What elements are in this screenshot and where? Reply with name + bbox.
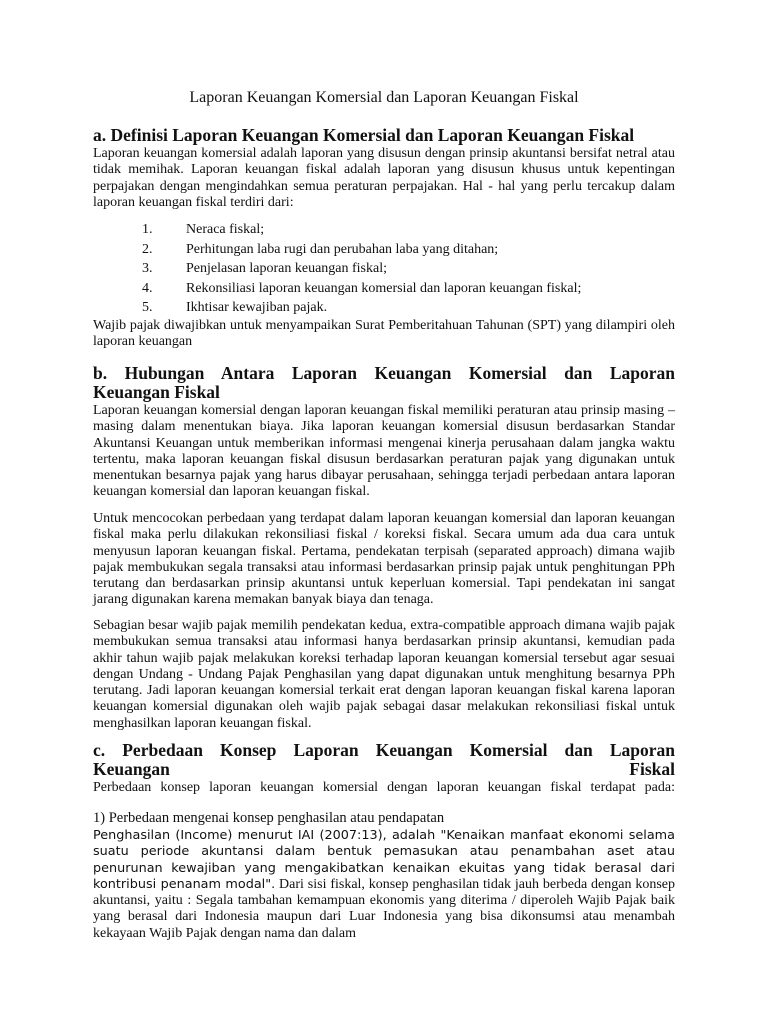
section-c-paragraph-2 xyxy=(93,828,675,942)
list-item xyxy=(93,259,675,279)
list-item-number: 1. xyxy=(142,222,153,237)
section-b-heading-line-1: b. Hubungan Antara Laporan Keuangan Komersial dan Laporan xyxy=(93,363,675,383)
list-item xyxy=(93,279,675,299)
income-definition-quote: Penghasilan (Income) menurut IAI (2007:13), adalah "Kenaikan manfaat ekonomi selama suatu periode akuntansi dalam bentuk pemasukan atau penambahan aset atau penurunan kewajiban yang mengakibatkan kenaikan ekuitas yang tidak berasal dari kontribusi penanam modal". xyxy=(93,828,675,892)
list-item-text: Neraca fiskal; xyxy=(186,222,265,237)
section-c-heading-word-2: Fiskal xyxy=(629,759,675,779)
section-b-paragraph-3: Sebagian besar wajib pajak memilih pendekatan kedua, extra-compatible approach dimana wajib pajak membukukan semua transaksi atau informasi hanya berdasarkan prinsip akuntansi, kemudian pada akhir tahun wajib pajak melakukan koreksi terhadap laporan keuangan komersial tersebut agar sesuai dengan Undang - Undang Pajak Penghasilan yang dapat digunakan untuk menghitung besarnya PPh terutang. Jadi laporan keuangan komersial terkait erat dengan laporan keuangan fiskal karena laporan keuangan komersial digunakan oleh wajib pajak sebagai dasar melakukan rekonsiliasi fiskal untuk menghasilkan laporan keuangan fiskal. xyxy=(93,618,675,731)
section-a-paragraph-1: Laporan keuangan komersial adalah laporan yang disusun dengan prinsip akuntansi bersifat netral atau tidak memihak. Laporan keuangan fiskal adalah laporan yang disusun khusus untuk kepentingan perpajakan dengan mengindahkan semua peraturan perpajakan. Hal - hal yang perlu tercakup dalam laporan keuangan fiskal terdiri dari: xyxy=(93,146,675,210)
section-b-paragraph-1: Laporan keuangan komersial dengan laporan keuangan fiskal memiliki peraturan atau prinsip masing – masing dalam menentukan biaya. Jika laporan keuangan komersial disusun berdasarkan Standar Akuntansi Keuangan untuk memberikan informasi mengenai kinerja perusahaan dalam jangka waktu tertentu, maka laporan keuangan fiskal disusun berdasarkan peraturan pajak yang digunakan untuk menentukan besarnya pajak yang harus dibayar perusahaan, sehingga terjadi perbedaan antara laporan keuangan komersial dan laporan keuangan fiskal. xyxy=(93,403,675,500)
section-a-heading: a. Definisi Laporan Keuangan Komersial dan Laporan Keuangan Fiskal xyxy=(93,125,635,145)
list-item xyxy=(93,240,675,260)
document-title: Laporan Keuangan Komersial dan Laporan Keuangan Fiskal xyxy=(189,89,579,106)
section-c-heading-line-1: c. Perbedaan Konsep Laporan Keuangan Komersial dan Laporan xyxy=(93,740,675,760)
list-item-number: 3. xyxy=(142,261,153,276)
list-item xyxy=(93,298,675,318)
section-a-paragraph-2: Wajib pajak diwajibkan untuk menyampaikan Surat Pemberitahuan Tahunan (SPT) yang dilampiri oleh laporan keuangan xyxy=(93,318,675,350)
list-item xyxy=(93,220,675,240)
list-item-number: 4. xyxy=(142,280,153,296)
section-c-paragraph-1: Perbedaan konsep laporan keuangan komersial dengan laporan keuangan fiskal terdapat pada: xyxy=(93,780,675,795)
list-item-text: Perhitungan laba rugi dan perubahan laba yang ditahan; xyxy=(186,241,499,257)
list-item-number: 2. xyxy=(142,241,153,257)
section-c-subheading: 1) Perbedaan mengenai konsep penghasilan atau pendapatan xyxy=(93,810,445,826)
section-b-heading-line-2: Keuangan Fiskal xyxy=(93,382,220,402)
fiscal-report-list xyxy=(93,220,675,318)
section-c-heading-line-2 xyxy=(93,760,675,779)
list-item-text: Ikhtisar kewajiban pajak. xyxy=(186,300,328,315)
section-b-paragraph-2: Untuk mencocokan perbedaan yang terdapat dalam laporan keuangan komersial dan laporan keuangan fiskal maka perlu dilakukan rekonsiliasi fiskal / koreksi fiskal. Secara umum ada dua cara untuk menyusun laporan keuangan fiskal. Pertama, pendekatan terpisah (separated approach) dimana wajib pajak membukukan segala transaksi atau informasi berdasarkan prinsip pajak untuk penghitungan PPh terutang dan berdasarkan prinsip akuntansi untuk keperluan komersial. Tapi pendekatan ini sangat jarang digunakan karena memakan banyak biaya dan tenaga. xyxy=(93,511,675,608)
section-c-heading-word-1: Keuangan xyxy=(93,759,170,779)
section-c-heading xyxy=(93,741,675,779)
section-b-heading xyxy=(93,364,675,402)
list-item-text: Penjelasan laporan keuangan fiskal; xyxy=(186,261,387,276)
list-item-text: Rekonsiliasi laporan keuangan komersial dan laporan keuangan fiskal; xyxy=(186,280,582,296)
fiscal-income-concept: Dari sisi fiskal, konsep penghasilan tidak jauh berbeda dengan konsep akuntansi, yaitu : Segala tambahan kemampuan ekonomis yang diterima / diperoleh Wajib Pajak baik yang berasal dari Indonesia maupun dari Luar Indonesia yang bisa dikonsumsi atau menambah kekayaan Wajib Pajak dengan nama dan dalam xyxy=(93,876,675,941)
list-item-number: 5. xyxy=(142,300,153,315)
